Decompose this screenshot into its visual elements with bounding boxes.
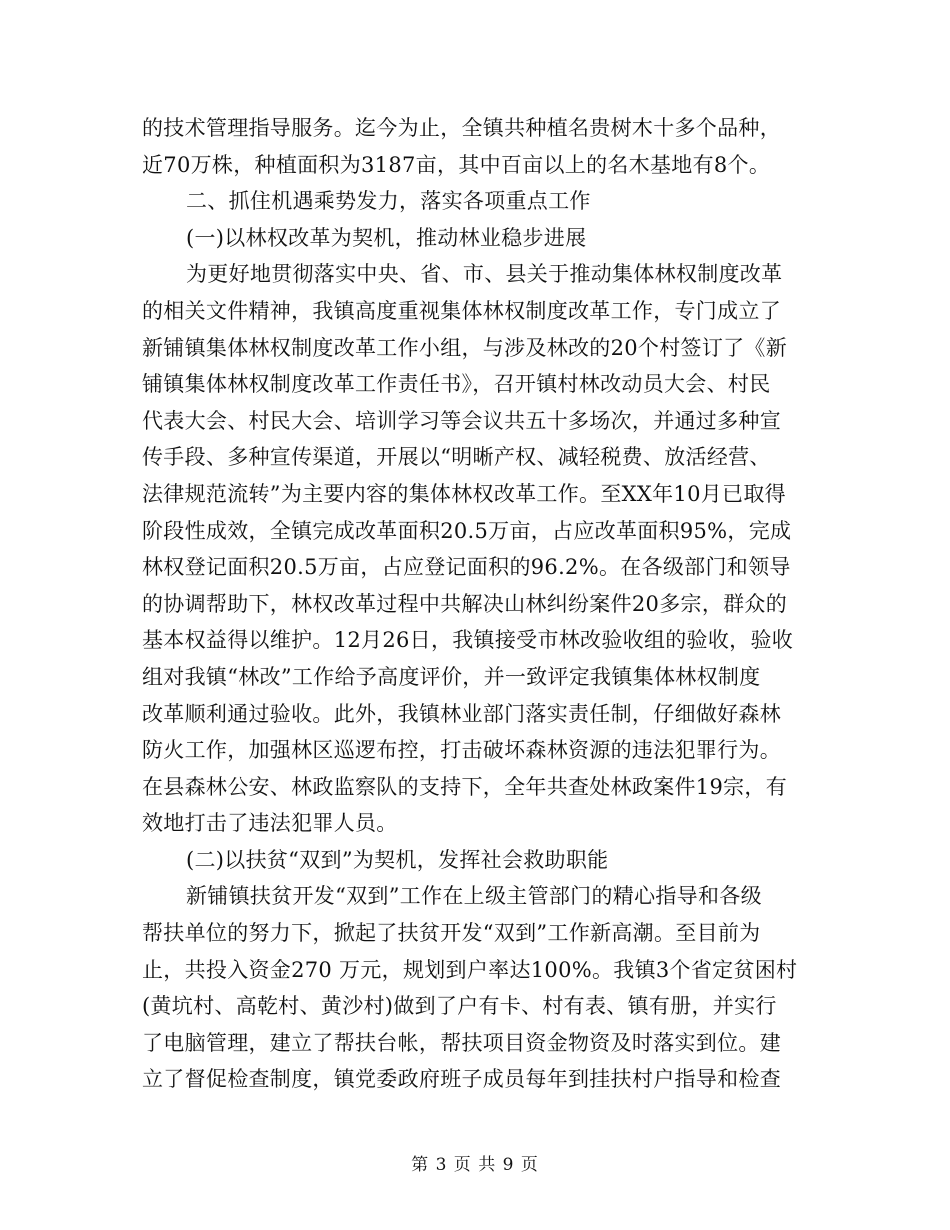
body-line: 帮扶单位的努力下，掀起了扶贫开发“双到”工作新高潮。至目前为 [142, 921, 761, 946]
body-line: 防火工作，加强林区巡逻布控，打击破坏森林资源的违法犯罪行为。 [142, 738, 781, 763]
body-line: 法律规范流转”为主要内容的集体林权改革工作。至XX年10月已取得 [142, 481, 786, 506]
body-line: 组对我镇“林改”工作给予高度评价，并一致评定我镇集体林权制度 [142, 664, 761, 689]
body-line: 近70万株，种植面积为3187亩，其中百亩以上的名木基地有8个。 [142, 152, 771, 177]
body-line: 改革顺利通过验收。此外，我镇林业部门落实责任制，仔细做好森林 [142, 701, 781, 726]
body-line: 基本权益得以维护。12月26日，我镇接受市林改验收组的验收，验收 [142, 628, 794, 653]
body-line: 的相关文件精神，我镇高度重视集体林权制度改革工作，专门成立了 [142, 298, 781, 323]
subsection-heading: (二)以扶贫“双到”为契机，发挥社会救助职能 [186, 847, 609, 872]
subsection-heading: (一)以林权改革为契机，推动林业稳步进展 [186, 225, 587, 250]
paragraph-start-line: 为更好地贯彻落实中央、省、市、县关于推动集体林权制度改革 [186, 262, 783, 287]
body-line: 在县森林公安、林政监察队的支持下，全年共查处林政案件19宗，有 [142, 774, 788, 799]
body-line: 止，共投入资金270 万元，规划到户率达100%。我镇3个省定贫困村 [142, 957, 798, 982]
body-line: (黄坑村、高乾村、黄沙村)做到了户有卡、村有表、镇有册，并实行 [142, 994, 777, 1019]
body-line: 效地打击了违法犯罪人员。 [142, 811, 398, 836]
paragraph-start-line: 新铺镇扶贫开发“双到”工作在上级主管部门的精心指导和各级 [186, 884, 762, 909]
body-line: 的协调帮助下，林权改革过程中共解决山林纠纷案件20多宗，群众的 [142, 591, 788, 616]
body-line: 的技术管理指导服务。迄今为止，全镇共种植名贵树木十多个品种， [142, 116, 781, 140]
document-body [142, 110, 810, 1098]
body-line: 传手段、多种宣传渠道，开展以“明晰产权、减轻税费、放活经营、 [142, 445, 771, 470]
body-line: 阶段性成效，全镇完成改革面积20.5万亩，占应改革面积95%，完成 [142, 518, 792, 543]
body-line: 代表大会、村民大会、培训学习等会议共五十多场次，并通过多种宣 [142, 408, 781, 433]
body-line: 了电脑管理，建立了帮扶台帐，帮扶项目资金物资及时落实到位。建 [142, 1030, 781, 1055]
body-line: 铺镇集体林权制度改革工作责任书》，召开镇村林改动员大会、村民 [142, 372, 771, 397]
section-heading: 二、抓住机遇乘势发力，落实各项重点工作 [186, 189, 591, 214]
body-line: 林权登记面积20.5万亩，占应登记面积的96.2%。在各级部门和领导 [142, 555, 791, 580]
body-line: 新铺镇集体林权制度改革工作小组，与涉及林改的20个村签订了《新 [142, 335, 788, 360]
body-line: 立了督促检查制度，镇党委政府班子成员每年到挂扶村户指导和检查 [142, 1067, 781, 1092]
page-number-footer: 第 3 页 共 9 页 [411, 1155, 539, 1175]
